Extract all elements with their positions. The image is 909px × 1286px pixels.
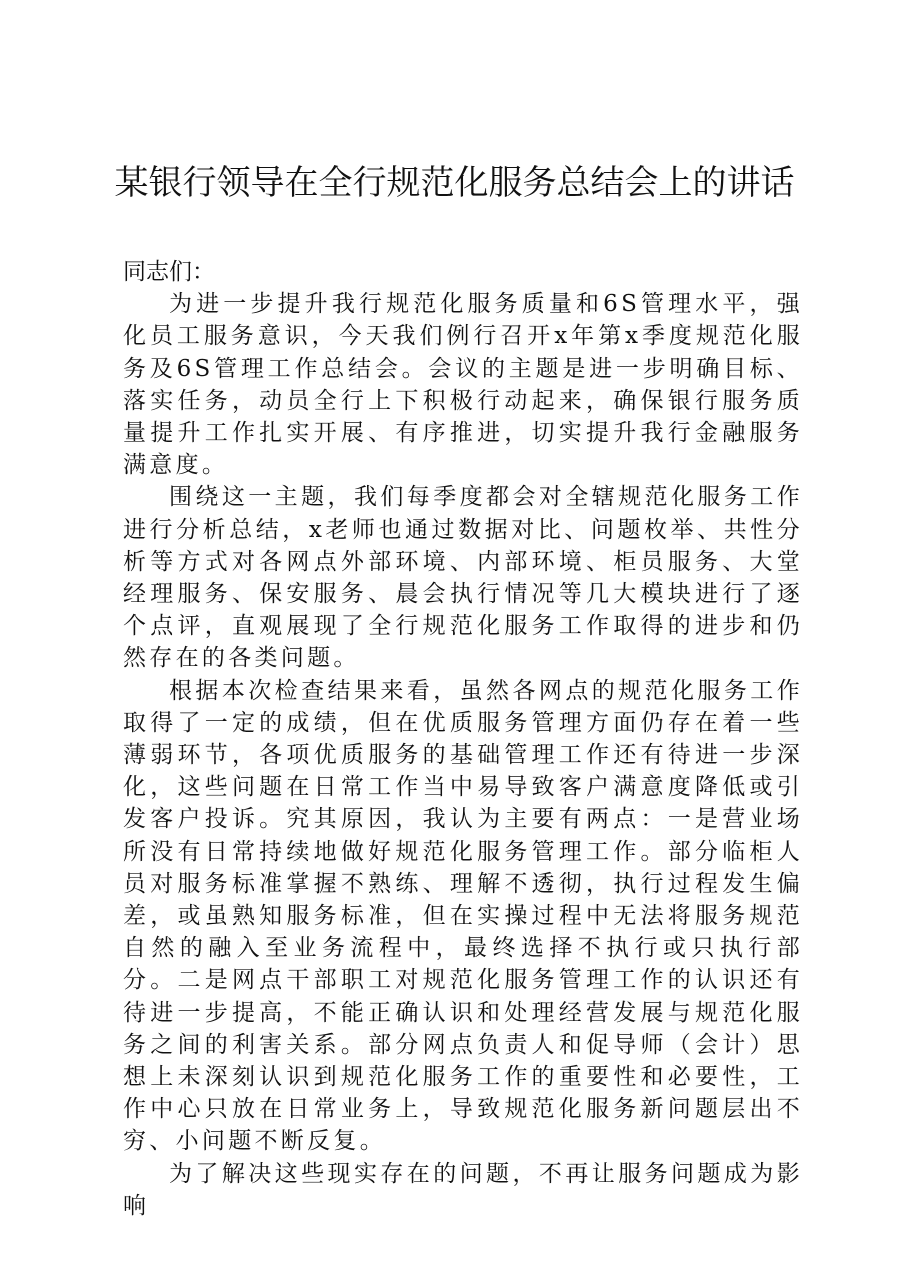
document-title: 某银行领导在全行规范化服务总结会上的讲话	[114, 163, 795, 203]
paragraph: 围绕这一主题，我们每季度都会对全辖规范化服务工作进行分析总结，x老师也通过数据对比、问题枚举、共性分析等方式对各网点外部环境、内部环境、柜员服务、大堂经理服务、保安服务、晨会执行情况等几大模块进行了逐个点评，直观展现了全行规范化服务工作取得的进步和仍然存在的各类问题。	[123, 484, 803, 672]
paragraph: 根据本次检查结果来看，虽然各网点的规范化服务工作取得了一定的成绩，但在优质服务管理方面仍存在着一些薄弱环节，各项优质服务的基础管理工作还有待进一步深化，这些问题在日常工作当中易导致客户满意度降低或引发客户投诉。究其原因，我认为主要有两点：一是营业场所没有日常持续地做好规范化服务管理工作。部分临柜人员对服务标准掌握不熟练、理解不透彻，执行过程发生偏差，或虽熟知服务标准，但在实操过程中无法将服务规范自然的融入至业务流程中，最终选择不执行或只执行部分。二是网点干部职工对规范化服务管理工作的认识还有待进一步提高，不能正确认识和处理经营发展与规范化服务之间的利害关系。部分网点负责人和促导师（会计）思想上未深刻认识到规范化服务工作的重要性和必要性，工作中心只放在日常业务上，导致规范化服务新问题层出不穷、小问题不断反复。	[123, 677, 803, 1155]
paragraph: 为进一步提升我行规范化服务质量和6S管理水平，强化员工服务意识，今天我们例行召开x年第x季度规范化服务及6S管理工作总结会。会议的主题是进一步明确目标、落实任务，动员全行上下积极行动起来，确保银行服务质量提升工作扎实开展、有序推进，切实提升我行金融服务满意度。	[123, 291, 803, 479]
document-body	[123, 256, 803, 1222]
salutation: 同志们：	[123, 259, 215, 285]
paragraph: 为了解决这些现实存在的问题，不再让服务问题成为影响	[123, 1160, 803, 1219]
